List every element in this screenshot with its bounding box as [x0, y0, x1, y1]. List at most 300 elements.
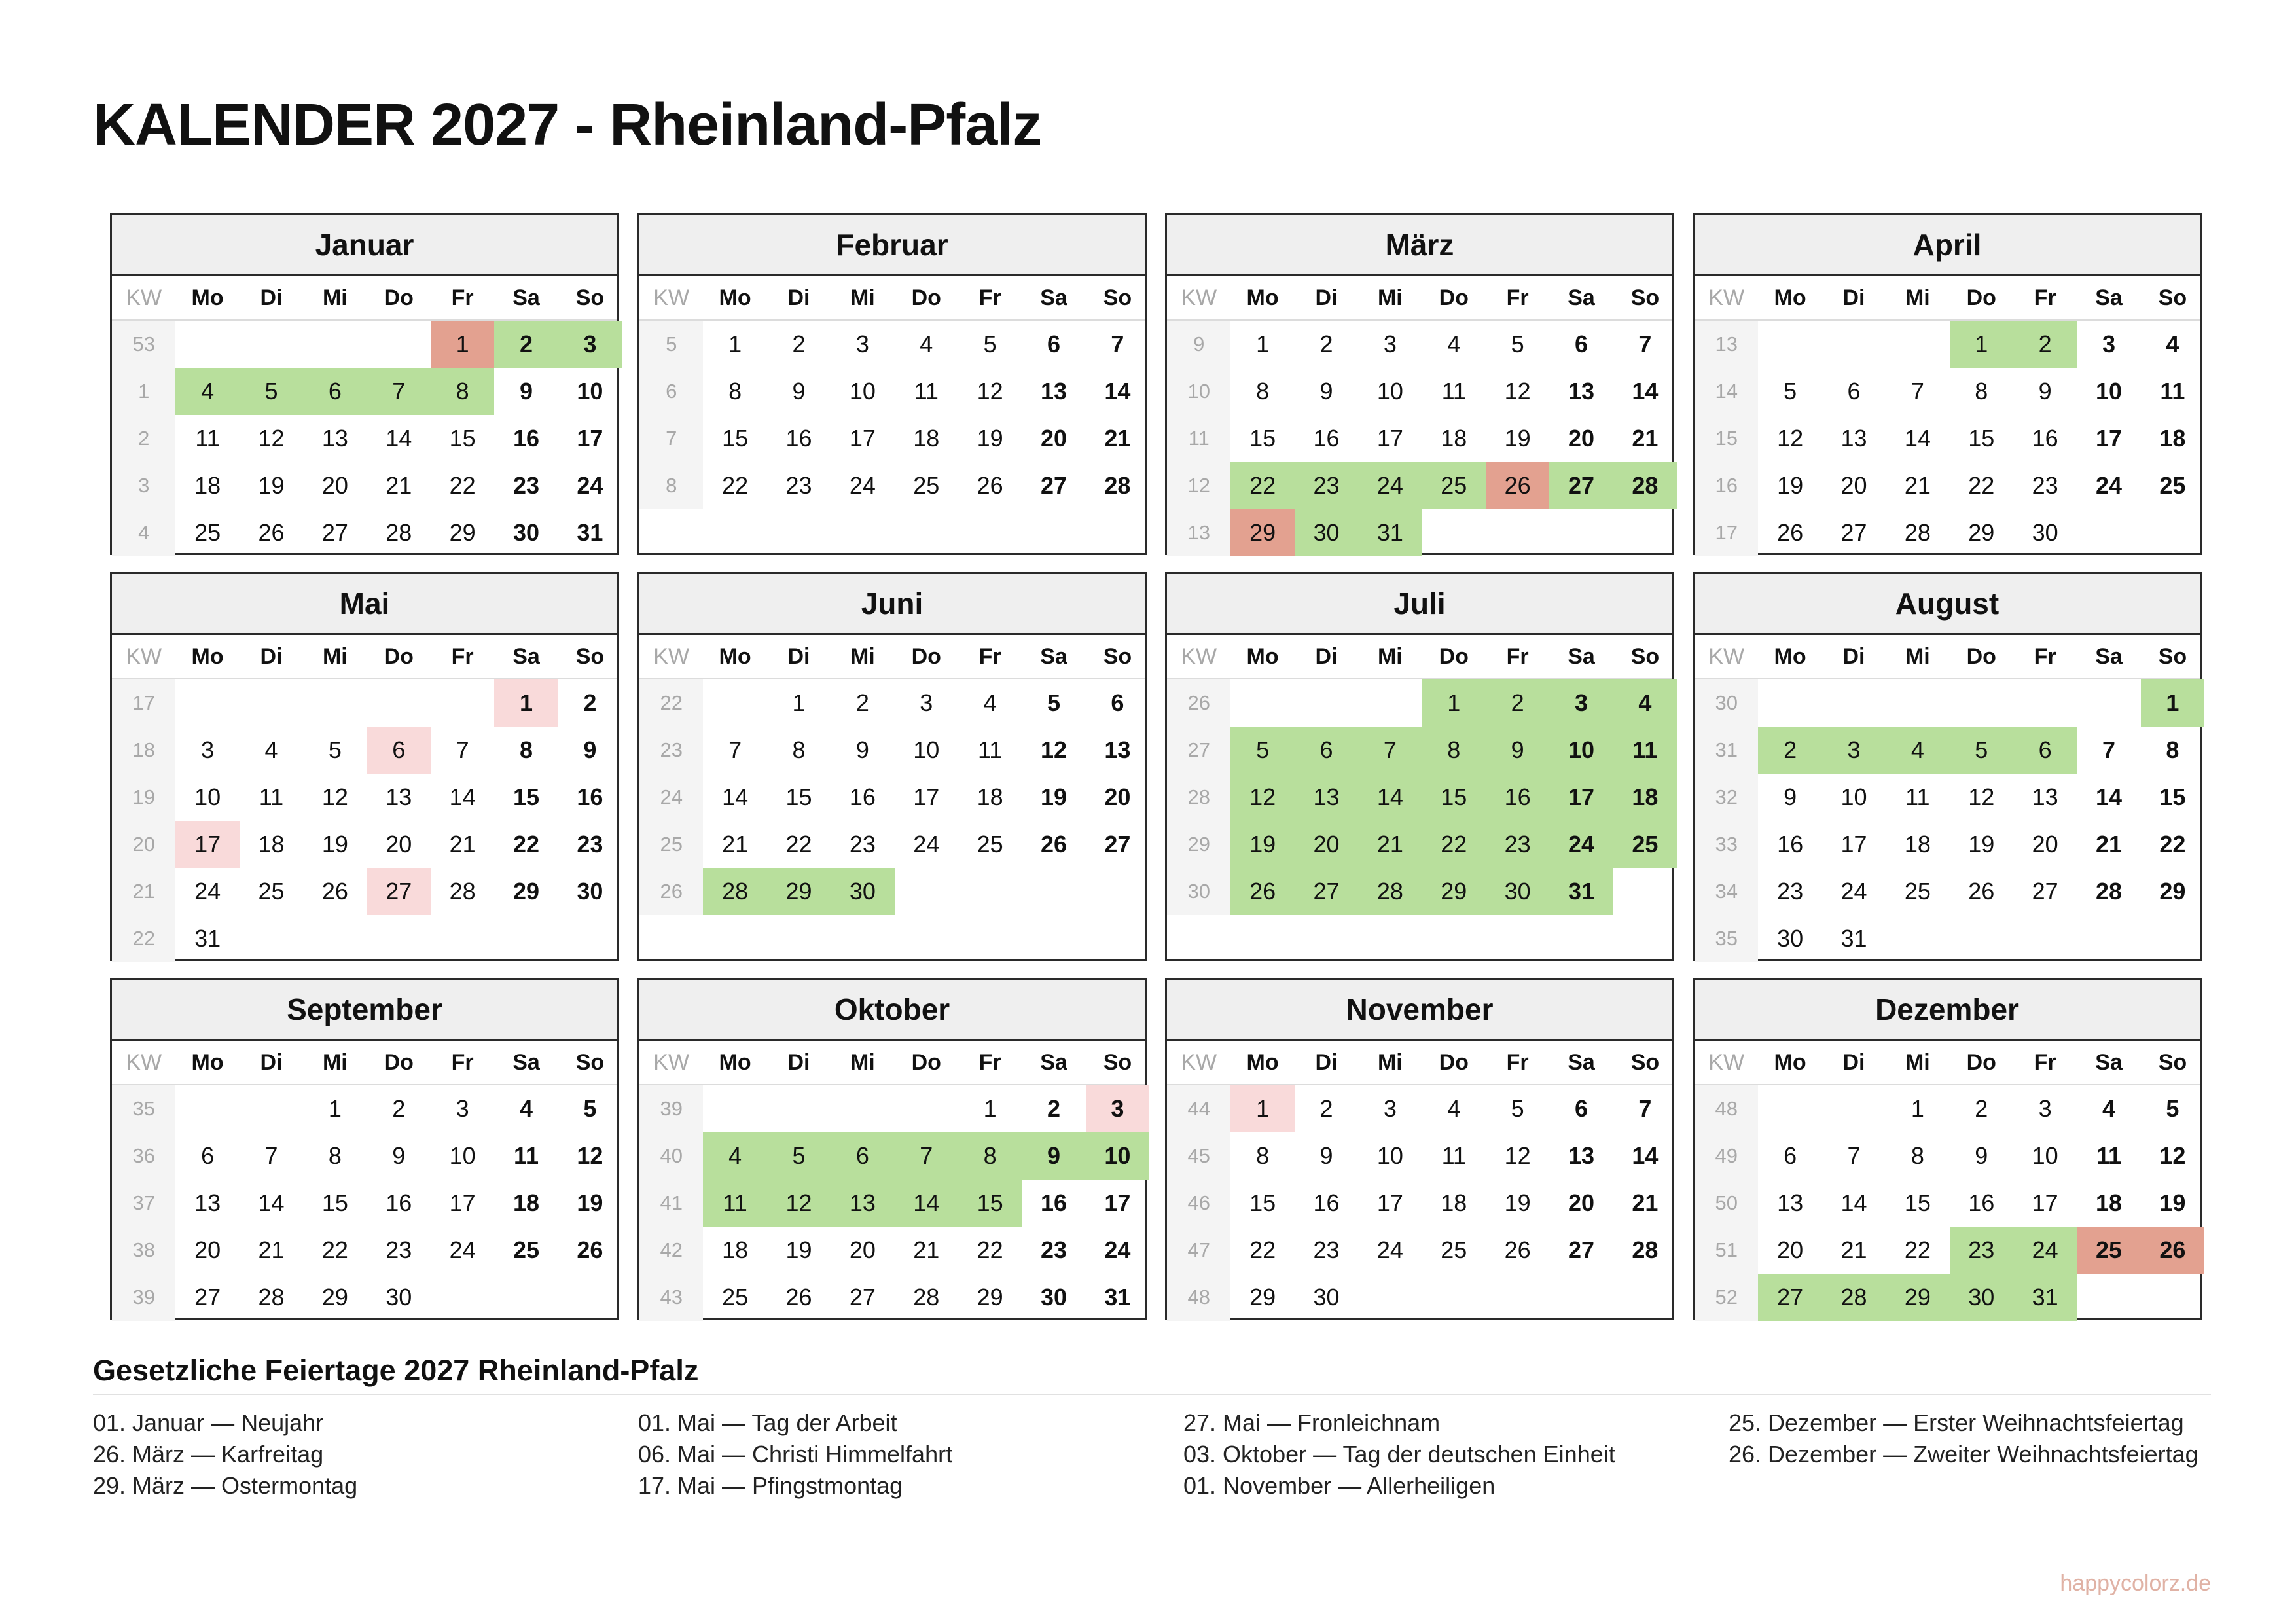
week-row: [112, 415, 617, 462]
weekday-header-row: [1695, 635, 2200, 679]
day-cell: 15: [321, 1189, 348, 1216]
day-cell: 19: [1504, 1189, 1531, 1216]
day-cell: 13: [1568, 1142, 1595, 1169]
day-cell: 5: [1950, 727, 2013, 774]
empty-cell: [240, 321, 303, 368]
day-cell: 15: [1422, 774, 1486, 821]
week-row: [639, 1274, 1145, 1321]
empty-cell: [175, 1085, 239, 1132]
day-cell: 22: [321, 1236, 348, 1263]
day-cell: 21: [449, 831, 476, 857]
empty-cell: [494, 1274, 558, 1321]
day-cell: 10: [1376, 378, 1403, 405]
day-cell: 20: [194, 1236, 221, 1263]
day-cell: 2: [1047, 1095, 1061, 1122]
day-cell: 21: [258, 1236, 285, 1263]
holiday-item: 01. Mai — Tag der Arbeit: [638, 1409, 897, 1436]
empty-cell: [2077, 509, 2140, 556]
day-cell: 26: [577, 1236, 603, 1263]
month-1: [110, 213, 619, 555]
week-row: [639, 1227, 1145, 1274]
day-cell: 10: [1840, 784, 1867, 810]
day-cell: 28: [1104, 472, 1131, 499]
day-cell: 13: [321, 425, 348, 452]
week-number: 17: [1695, 509, 1758, 556]
week-row: [1167, 462, 1672, 509]
day-cell: 17: [1376, 1189, 1403, 1216]
week-number: 34: [1695, 868, 1758, 915]
weekday-header: So: [1103, 1049, 1132, 1075]
day-cell: 2: [1319, 331, 1333, 357]
weekday-header-row: [639, 635, 1145, 679]
weekday-header: Do: [1966, 285, 1996, 310]
day-cell: 15: [1904, 1189, 1931, 1216]
week-number: 32: [1695, 774, 1758, 821]
day-cell: 3: [2102, 331, 2116, 357]
day-cell: 15: [2159, 784, 2186, 810]
week-row: [1167, 868, 1672, 915]
day-cell: 20: [1840, 472, 1867, 499]
day-cell: 16: [577, 784, 603, 810]
weekday-header: Sa: [512, 643, 540, 669]
day-cell: 12: [1968, 784, 1995, 810]
weekday-header: Mi: [1905, 285, 1930, 310]
week-row: [1695, 1085, 2200, 1132]
day-cell: 3: [920, 689, 933, 716]
day-cell: 14: [386, 425, 412, 452]
kw-header: KW: [1708, 643, 1745, 669]
empty-cell: [2013, 915, 2077, 962]
weekday-header: Di: [787, 285, 810, 310]
day-cell: 27: [321, 519, 348, 546]
weekday-header: Mo: [1774, 643, 1806, 669]
day-cell: 2: [2013, 321, 2077, 368]
day-cell: 18: [194, 472, 221, 499]
day-cell: 18: [977, 784, 1003, 810]
week-number: 38: [112, 1227, 175, 1274]
day-cell: 25: [1422, 462, 1486, 509]
empty-cell: [1758, 679, 1821, 727]
day-cell: 2: [1758, 727, 1821, 774]
weekday-header: Mo: [1774, 1049, 1806, 1075]
week-number: 20: [112, 821, 175, 868]
weekday-header: Sa: [512, 285, 540, 310]
day-cell: 10: [449, 1142, 476, 1169]
empty-cell: [2141, 1274, 2204, 1321]
day-cell: 9: [1319, 378, 1333, 405]
day-cell: 23: [1041, 1236, 1067, 1263]
day-cell: 5: [1511, 331, 1524, 357]
day-cell: 8: [1256, 378, 1270, 405]
day-cell: 27: [1758, 1274, 1821, 1321]
day-cell: 26: [1777, 519, 1804, 546]
day-cell: 7: [1638, 1095, 1652, 1122]
day-cell: 9: [855, 736, 869, 763]
empty-cell: [1950, 679, 2013, 727]
week-row: [112, 1085, 617, 1132]
day-cell: 3: [1822, 727, 1886, 774]
day-cell: 10: [577, 378, 603, 405]
weekday-header: Mi: [322, 285, 348, 310]
day-cell: 20: [1777, 1236, 1804, 1263]
weekday-header: Fr: [451, 285, 474, 310]
month-3: [1165, 213, 1674, 555]
day-cell: 4: [175, 368, 239, 415]
weekday-header: Do: [1966, 1049, 1996, 1075]
week-row: [1695, 1227, 2200, 1274]
weekday-header: So: [575, 1049, 605, 1075]
day-cell: 13: [1041, 378, 1067, 405]
kw-header: KW: [653, 1049, 690, 1075]
kw-header: KW: [1181, 285, 1217, 310]
day-cell: 12: [767, 1180, 831, 1227]
weekday-header: Fr: [451, 643, 474, 669]
weekday-header: Mo: [191, 643, 224, 669]
week-number: 21: [112, 868, 175, 915]
day-cell: 29: [2159, 878, 2186, 905]
week-number: 29: [1167, 821, 1230, 868]
day-cell: 18: [1613, 774, 1677, 821]
week-row: [1167, 415, 1672, 462]
day-cell: 28: [1358, 868, 1422, 915]
weekday-header: Mi: [1377, 285, 1403, 310]
day-cell: 10: [194, 784, 221, 810]
day-cell: 18: [2096, 1189, 2123, 1216]
weekday-header: Di: [1315, 643, 1338, 669]
day-cell: 23: [513, 472, 540, 499]
week-number: 27: [1167, 727, 1230, 774]
day-cell: 24: [577, 472, 603, 499]
week-number: 42: [639, 1227, 703, 1274]
day-cell: 6: [1847, 378, 1861, 405]
month-12: [1693, 978, 2202, 1320]
day-cell: 3: [1086, 1085, 1149, 1132]
weekday-header: So: [575, 643, 605, 669]
weekday-header-row: [112, 276, 617, 321]
day-cell: 4: [520, 1095, 533, 1122]
day-cell: 6: [201, 1142, 215, 1169]
day-cell: 30: [1777, 925, 1804, 952]
day-cell: 1: [328, 1095, 342, 1122]
week-number: 31: [1695, 727, 1758, 774]
month-title: Juli: [1167, 574, 1672, 635]
day-cell: 17: [1840, 831, 1867, 857]
day-cell: 17: [2032, 1189, 2058, 1216]
empty-cell: [1358, 1274, 1422, 1321]
weekday-header: Di: [1842, 643, 1865, 669]
day-cell: 12: [577, 1142, 603, 1169]
week-row: [1695, 415, 2200, 462]
empty-cell: [1486, 1274, 1549, 1321]
day-cell: 19: [977, 425, 1003, 452]
day-cell: 25: [1613, 821, 1677, 868]
month-title: September: [112, 980, 617, 1041]
week-number: 7: [639, 415, 703, 462]
day-cell: 19: [2159, 1189, 2186, 1216]
day-cell: 24: [1358, 462, 1422, 509]
day-cell: 17: [913, 784, 940, 810]
day-cell: 11: [914, 378, 939, 405]
week-number: 36: [112, 1132, 175, 1180]
day-cell: 18: [913, 425, 940, 452]
day-cell: 9: [792, 378, 806, 405]
day-cell: 26: [1504, 1236, 1531, 1263]
day-cell: 1: [983, 1095, 997, 1122]
month-title: Dezember: [1695, 980, 2200, 1041]
day-cell: 23: [386, 1236, 412, 1263]
empty-cell: [1230, 679, 1294, 727]
weekday-header: Di: [787, 643, 810, 669]
week-number: 11: [1167, 415, 1230, 462]
week-number: 16: [1695, 462, 1758, 509]
day-cell: 25: [194, 519, 221, 546]
day-cell: 18: [1441, 1189, 1467, 1216]
week-row: [1695, 774, 2200, 821]
day-cell: 29: [1968, 519, 1995, 546]
day-cell: 13: [1777, 1189, 1804, 1216]
empty-cell: [2013, 679, 2077, 727]
month-6: [637, 572, 1147, 961]
empty-cell: [367, 321, 431, 368]
day-cell: 16: [1313, 425, 1340, 452]
weekday-header: So: [2158, 643, 2187, 669]
day-cell: 17: [1549, 774, 1613, 821]
empty-cell: [367, 915, 431, 962]
day-cell: 20: [2032, 831, 2058, 857]
week-number: 45: [1167, 1132, 1230, 1180]
weekday-header: Fr: [1506, 1049, 1529, 1075]
day-cell: 8: [328, 1142, 342, 1169]
month-title: Mai: [112, 574, 617, 635]
day-cell: 29: [1422, 868, 1486, 915]
holiday-item: 03. Oktober — Tag der deutschen Einheit: [1183, 1441, 1615, 1468]
holidays-title: Gesetzliche Feiertage 2027 Rheinland-Pfalz: [93, 1354, 699, 1387]
empty-cell: [303, 915, 367, 962]
weekday-header: Fr: [978, 643, 1001, 669]
day-cell: 31: [194, 925, 221, 952]
day-cell: 6: [2013, 727, 2077, 774]
kw-header: KW: [1708, 1049, 1745, 1075]
weekday-header: Sa: [1568, 285, 1595, 310]
day-cell: 27: [849, 1284, 876, 1310]
day-cell: 5: [583, 1095, 597, 1122]
day-cell: 7: [895, 1132, 958, 1180]
weekday-header: So: [575, 285, 605, 310]
empty-cell: [431, 679, 494, 727]
weekday-header: Mo: [191, 1049, 224, 1075]
day-cell: 19: [1968, 831, 1995, 857]
day-cell: 14: [1904, 425, 1931, 452]
day-cell: 19: [1230, 821, 1294, 868]
week-number: 22: [639, 679, 703, 727]
day-cell: 25: [513, 1236, 540, 1263]
month-title: März: [1167, 215, 1672, 276]
day-cell: 20: [1568, 1189, 1595, 1216]
week-row: [639, 868, 1145, 915]
week-row: [112, 727, 617, 774]
day-cell: 12: [321, 784, 348, 810]
week-number: 26: [639, 868, 703, 915]
day-cell: 23: [1295, 462, 1358, 509]
day-cell: 3: [558, 321, 622, 368]
week-number: 12: [1167, 462, 1230, 509]
day-cell: 7: [367, 368, 431, 415]
week-row: [1167, 1274, 1672, 1321]
weekday-header: So: [1630, 643, 1660, 669]
day-cell: 2: [1975, 1095, 1988, 1122]
day-cell: 18: [722, 1236, 749, 1263]
day-cell: 6: [831, 1132, 894, 1180]
empty-cell: [367, 679, 431, 727]
week-number: 30: [1695, 679, 1758, 727]
week-row: [112, 915, 617, 962]
empty-cell: [175, 321, 239, 368]
weekday-header-row: [639, 1041, 1145, 1085]
day-cell: 10: [849, 378, 876, 405]
day-cell: 27: [2032, 878, 2058, 905]
week-row: [1167, 821, 1672, 868]
day-cell: 5: [328, 736, 342, 763]
day-cell: 31: [1104, 1284, 1131, 1310]
day-cell: 19: [785, 1236, 812, 1263]
weekday-header: Mo: [1246, 1049, 1279, 1075]
weekday-header: Di: [1315, 285, 1338, 310]
day-cell: 26: [2141, 1227, 2204, 1274]
day-cell: 5: [767, 1132, 831, 1180]
weekday-header: Sa: [2095, 1049, 2123, 1075]
day-cell: 23: [1486, 821, 1549, 868]
week-number: 52: [1695, 1274, 1758, 1321]
week-number: 48: [1167, 1274, 1230, 1321]
day-cell: 21: [2096, 831, 2123, 857]
empty-cell: [2077, 915, 2140, 962]
day-cell: 28: [703, 868, 766, 915]
day-cell: 5: [240, 368, 303, 415]
day-cell: 9: [1319, 1142, 1333, 1169]
day-cell: 2: [1486, 679, 1549, 727]
day-cell: 20: [1041, 425, 1067, 452]
week-row: [1167, 1227, 1672, 1274]
day-cell: 1: [1230, 1085, 1294, 1132]
day-cell: 29: [977, 1284, 1003, 1310]
day-cell: 26: [785, 1284, 812, 1310]
week-number: 51: [1695, 1227, 1758, 1274]
weekday-header: Mo: [719, 1049, 751, 1075]
month-5: [110, 572, 619, 961]
holiday-item: 26. März — Karfreitag: [93, 1441, 324, 1468]
day-cell: 17: [175, 821, 239, 868]
week-row: [112, 1180, 617, 1227]
holiday-item: 17. Mai — Pfingstmontag: [638, 1472, 903, 1499]
weekday-header-row: [1167, 635, 1672, 679]
day-cell: 29: [1230, 509, 1294, 556]
day-cell: 29: [1886, 1274, 1949, 1321]
week-number: 43: [639, 1274, 703, 1321]
holidays-column-1: [93, 1407, 357, 1502]
week-row: [639, 774, 1145, 821]
day-cell: 11: [1613, 727, 1677, 774]
weekday-header: Mi: [850, 285, 875, 310]
day-cell: 26: [1968, 878, 1995, 905]
day-cell: 23: [1777, 878, 1804, 905]
weekday-header: Sa: [1040, 643, 1067, 669]
holiday-item: 26. Dezember — Zweiter Weihnachtsfeiertag: [1729, 1441, 2198, 1468]
day-cell: 19: [258, 472, 285, 499]
weekday-header: Fr: [2034, 643, 2056, 669]
day-cell: 4: [920, 331, 933, 357]
day-cell: 6: [303, 368, 367, 415]
week-number: 8: [639, 462, 703, 509]
weekday-header: Sa: [1568, 643, 1595, 669]
day-cell: 24: [913, 831, 940, 857]
day-cell: 2: [792, 331, 806, 357]
empty-cell: [703, 1085, 766, 1132]
day-cell: 23: [849, 831, 876, 857]
day-cell: 15: [1968, 425, 1995, 452]
empty-cell: [240, 915, 303, 962]
day-cell: 7: [2102, 736, 2116, 763]
day-cell: 16: [513, 425, 540, 452]
day-cell: 31: [1840, 925, 1867, 952]
day-cell: 25: [977, 831, 1003, 857]
day-cell: 2: [855, 689, 869, 716]
day-cell: 1: [1422, 679, 1486, 727]
day-cell: 5: [1784, 378, 1797, 405]
week-row: [1695, 321, 2200, 368]
week-number: 23: [639, 727, 703, 774]
weekday-header: Di: [1842, 1049, 1865, 1075]
day-cell: 6: [1047, 331, 1061, 357]
day-cell: 15: [958, 1180, 1022, 1227]
day-cell: 22: [1422, 821, 1486, 868]
day-cell: 21: [1840, 1236, 1867, 1263]
day-cell: 10: [913, 736, 940, 763]
day-cell: 21: [1632, 1189, 1659, 1216]
week-row: [639, 679, 1145, 727]
weekday-header: Di: [260, 643, 283, 669]
weekday-header: So: [1630, 1049, 1660, 1075]
day-cell: 20: [1568, 425, 1595, 452]
day-cell: 18: [1904, 831, 1931, 857]
day-cell: 15: [513, 784, 540, 810]
weekday-header: Mi: [322, 643, 348, 669]
empty-cell: [1549, 509, 1613, 556]
day-cell: 9: [583, 736, 597, 763]
weekday-header: Sa: [2095, 643, 2123, 669]
day-cell: 30: [1486, 868, 1549, 915]
empty-cell: [895, 868, 958, 915]
day-cell: 10: [2032, 1142, 2058, 1169]
week-row: [1167, 1180, 1672, 1227]
weekday-header: Sa: [2095, 285, 2123, 310]
holiday-item: 06. Mai — Christi Himmelfahrt: [638, 1441, 953, 1468]
weekday-header: Mi: [322, 1049, 348, 1075]
weekday-header: Sa: [1568, 1049, 1595, 1075]
day-cell: 15: [722, 425, 749, 452]
week-row: [1695, 821, 2200, 868]
weekday-header: Sa: [1040, 1049, 1067, 1075]
weekday-header: Mo: [1246, 285, 1279, 310]
holiday-item: 25. Dezember — Erster Weihnachtsfeiertag: [1729, 1409, 2184, 1436]
week-row: [112, 321, 617, 368]
day-cell: 12: [1504, 1142, 1531, 1169]
week-row: [1167, 727, 1672, 774]
weekday-header-row: [1167, 1041, 1672, 1085]
day-cell: 14: [722, 784, 749, 810]
month-2: [637, 213, 1147, 555]
day-cell: 25: [1441, 1236, 1467, 1263]
day-cell: 13: [386, 784, 412, 810]
